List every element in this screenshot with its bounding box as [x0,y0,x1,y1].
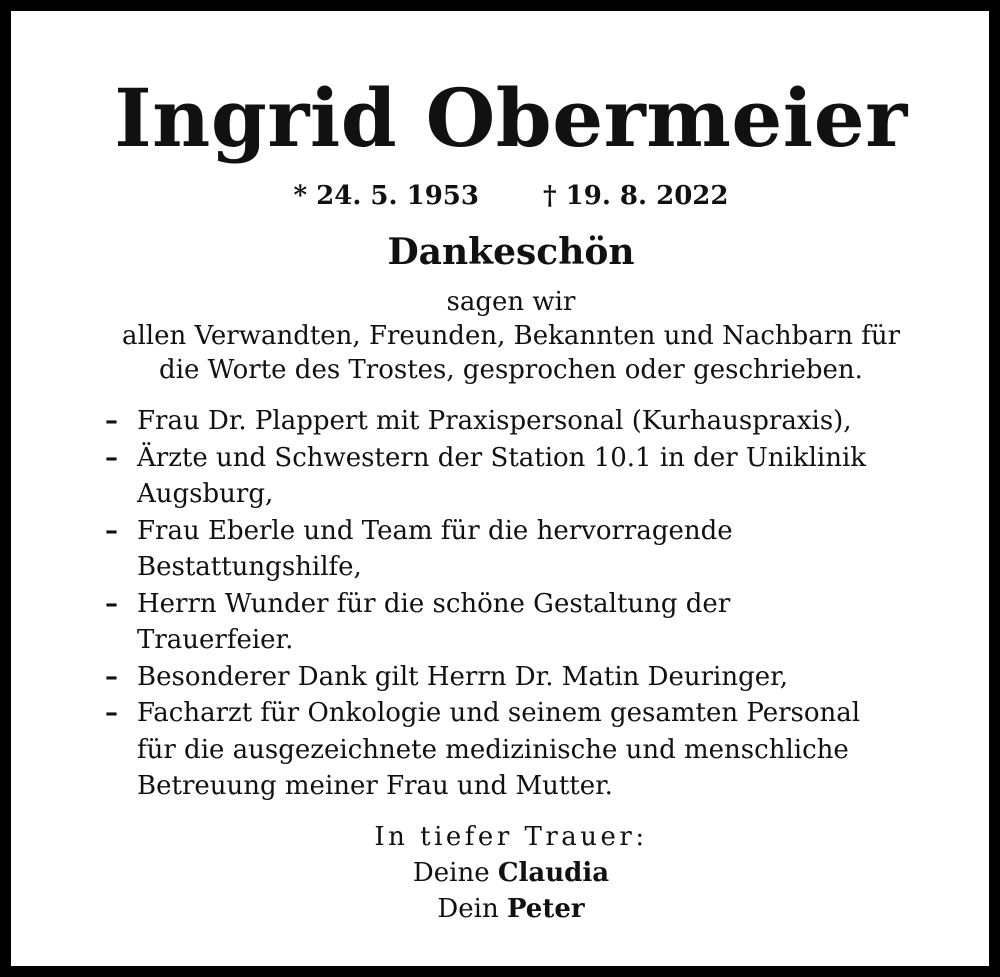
list-item-line: Trauerfeier. [137,625,294,655]
list-item-line: Besonderer Dank gilt Herrn Dr. Matin Deuringer, [137,661,788,692]
dash-bullet: – [105,515,118,546]
signature-claudia [11,855,1000,891]
list-item [105,659,985,696]
dash-bullet: – [105,406,118,436]
life-dates [11,179,1000,213]
list-item [105,440,985,513]
birth-date: * 24. 5. 1953 [293,181,479,211]
signature-peter [11,891,1000,927]
list-item-line: Facharzt für Onkologie und seinem gesamten Personal [137,698,861,728]
signature-name: Peter [506,894,585,924]
list-item [105,403,985,440]
list-item-line: Augsburg, [137,479,274,509]
thanks-intro [11,285,1000,387]
dash-bullet: – [105,698,118,728]
list-item [105,586,985,659]
list-item [105,695,985,805]
dash-bullet: – [105,661,118,692]
list-item-line: Ärzte und Schwestern der Station 10.1 in der Uniklinik [137,442,867,473]
signature-prefix: Deine [412,858,490,888]
list-item-line: für die ausgezeichnete medizinische und menschliche [137,734,849,765]
intro-line: sagen wir [446,287,576,317]
closing-block [11,819,1000,927]
intro-line: allen Verwandten, Freunden, Bekannten und Nachbarn für [121,321,901,351]
signature-name: Claudia [497,858,610,888]
dash-bullet: – [105,588,118,619]
death-date: † 19. 8. 2022 [543,181,729,211]
thanks-heading: Dankeschön [387,231,635,273]
signature-prefix: Dein [437,894,499,924]
list-item-line: Frau Eberle und Team für die hervorragende [137,515,733,546]
list-item-line: Herrn Wunder für die schöne Gestaltung der [137,588,731,619]
list-item [105,513,985,586]
deceased-name: Ingrid Obermeier [114,71,908,165]
list-item-line: Frau Dr. Plappert mit Praxispersonal (Kurhauspraxis), [137,406,852,436]
mourning-phrase: In tiefer Trauer: [374,822,648,852]
dash-bullet: – [105,442,118,473]
intro-line: die Worte des Trostes, gesprochen oder geschrieben. [159,355,863,385]
thanks-list [105,403,985,805]
list-item-line: Betreuung meiner Frau und Mutter. [137,771,613,801]
list-item-line: Bestattungshilfe, [137,552,362,582]
